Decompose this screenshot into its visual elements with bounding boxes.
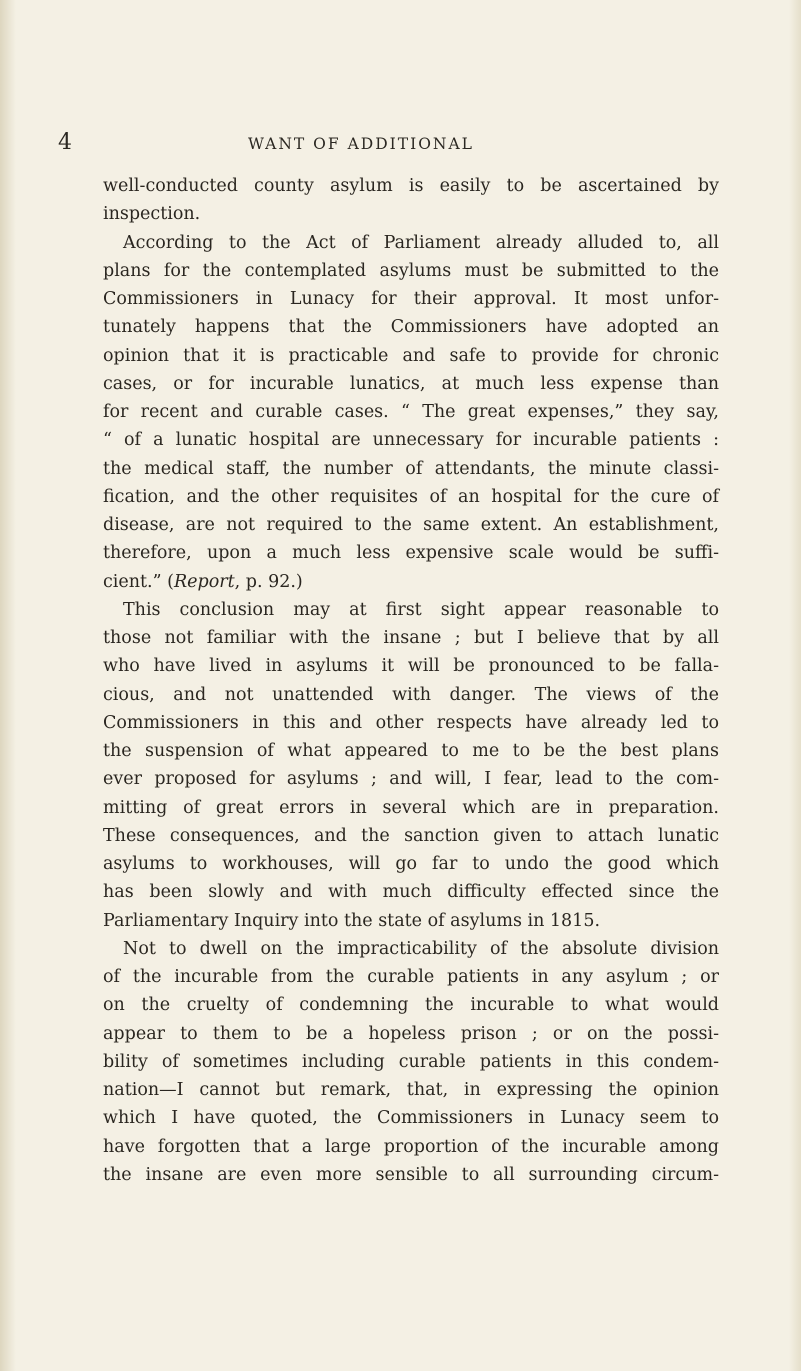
text-line: These consequences, and the sanction given to attach lunatic: [103, 825, 719, 846]
text-line: the suspension of what appeared to me to be the best plans: [103, 741, 719, 761]
text-line: appear to them to be a hopeless prison ; or on the possi-: [103, 1023, 719, 1044]
running-title: WANT OF ADDITIONAL: [248, 135, 474, 153]
text-line: well-conducted county asylum is easily to be ascertained by: [103, 176, 719, 196]
page-gutter-shadow: [0, 0, 16, 1371]
text-line: for recent and curable cases. “ The great expenses,” they say,: [103, 402, 719, 422]
body-text: [103, 172, 719, 1189]
text-line: cient.” (Report, p. 92.): [103, 571, 303, 592]
text-line: inspection.: [103, 204, 201, 225]
text-line: “ of a lunatic hospital are unnecessary for incurable patients :: [103, 430, 719, 451]
text-line: tunately happens that the Commissioners have adopted an: [103, 317, 719, 338]
text-line: which I have quoted, the Commissioners in Lunacy seem to: [103, 1108, 719, 1129]
text-line: Not to dwell on the impracticability of the absolute division: [123, 938, 719, 959]
text-line: ever proposed for asylums ; and will, I fear, lead to the com-: [103, 769, 719, 790]
text-line: Commissioners in this and other respects have already led to: [103, 712, 719, 733]
text-line: the insane are even more sensible to all surrounding circum-: [103, 1164, 719, 1185]
text-line: who have lived in asylums it will be pronounced to be falla-: [103, 656, 719, 677]
text-line: therefore, upon a much less expensive scale would be suffi-: [103, 543, 719, 564]
page-number: 4: [58, 130, 72, 155]
text-line: of the incurable from the curable patients in any asylum ; or: [103, 967, 719, 987]
text-line: cases, or for incurable lunatics, at much less expense than: [103, 373, 719, 394]
text-line: opinion that it is practicable and safe to provide for chronic: [103, 345, 719, 366]
text-line: Parliamentary Inquiry into the state of asylums in 1815.: [103, 910, 601, 931]
text-line: have forgotten that a large proportion of the incurable among: [103, 1136, 719, 1157]
text-line: According to the Act of Parliament already alluded to, all: [123, 232, 719, 253]
text-line: This conclusion may at first sight appear reasonable to: [123, 599, 719, 620]
text-line: Commissioners in Lunacy for their approval. It most unfor-: [103, 289, 719, 309]
text-line: those not familiar with the insane ; but I believe that by all: [103, 628, 719, 648]
page-edge-shadow: [789, 0, 801, 1371]
text-line: asylums to workhouses, will go far to undo the good which: [103, 854, 719, 874]
text-line: has been slowly and with much difficulty effected since the: [103, 882, 719, 903]
text-line: the medical staff, the number of attendants, the minute classi-: [103, 458, 719, 479]
text-line: mitting of great errors in several which are in preparation.: [103, 797, 719, 818]
text-line: cious, and not unattended with danger. The views of the: [103, 684, 719, 705]
text-line: on the cruelty of condemning the incurable to what would: [103, 995, 719, 1016]
text-line: nation—I cannot but remark, that, in expressing the opinion: [103, 1080, 719, 1100]
text-line: fication, and the other requisites of an hospital for the cure of: [103, 486, 719, 507]
text-line: plans for the contemplated asylums must be submitted to the: [103, 260, 719, 281]
text-line: disease, are not required to the same extent. An establishment,: [103, 515, 719, 535]
page-header: [0, 130, 801, 160]
text-line: bility of sometimes including curable patients in this condem-: [103, 1051, 719, 1072]
